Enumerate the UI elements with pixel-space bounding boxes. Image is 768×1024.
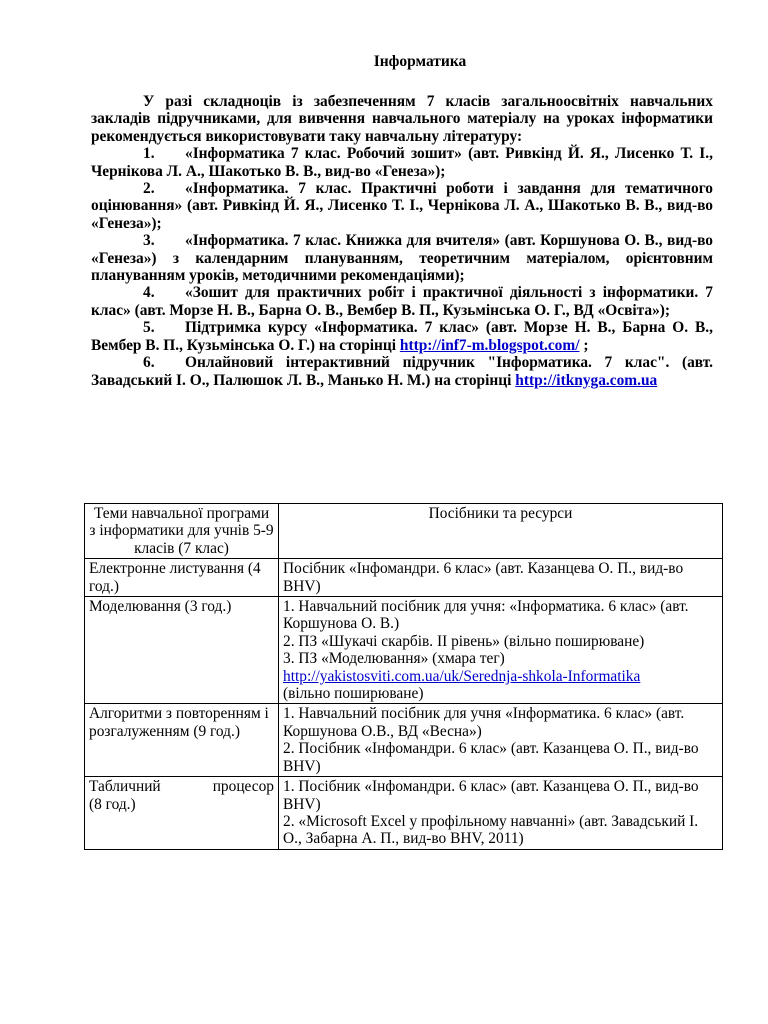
resources-cell bbox=[279, 704, 723, 777]
resource-item: 3. ПЗ «Моделювання» (хмара тег) bbox=[283, 650, 505, 668]
modeling-link[interactable]: http://yakistosviti.com.ua/uk/Serednja-shkola-Informatika bbox=[283, 667, 641, 685]
topic-cell-line bbox=[89, 778, 274, 795]
table-row bbox=[85, 777, 723, 850]
header-topics: Теми навчальної програми з інформатики для учнів 5-9 класів (7 клас) bbox=[85, 504, 279, 559]
resources-cell bbox=[279, 777, 723, 850]
list-item-text: Онлайновий інтерактивний підручник "Інформатика. 7 клас". (авт. Завадський І. О., Палюшок Л. В., Манько Н. М.) на сторінці bbox=[91, 354, 713, 389]
topic-cell bbox=[85, 777, 279, 850]
blog-link[interactable]: http://inf7-m.blogspot.com/ bbox=[399, 336, 580, 354]
list-item-text: «Зошит для практичних робіт і практичної діяльності з інформатики. 7 клас» (авт. Морзе Н. В., Барна О. В., Вембер В. П., Кузьмінська О. Г., ВД «Освіта»); bbox=[91, 284, 713, 319]
header-resources: Посібники та ресурси bbox=[279, 504, 723, 559]
topic-hours: (8 год.) bbox=[89, 795, 136, 813]
list-item bbox=[91, 232, 713, 284]
list-item-text: «Інформатика 7 клас. Робочий зошит» (авт. Ривкінд Й. Я., Лисенко Т. І., Чернікова Л. А., Шакотько В. В., вид-во «Генеза»); bbox=[91, 145, 713, 180]
list-item-number: 3. bbox=[143, 232, 155, 250]
table-row bbox=[85, 704, 723, 777]
list-item-suffix: ; bbox=[579, 336, 589, 354]
resources-cell bbox=[279, 559, 723, 597]
list-item bbox=[91, 180, 713, 232]
list-item-text: Підтримка курсу «Інформатика. 7 клас» (авт. Морзе Н. В., Барна О. В., Вембер В. П., Кузьмінська О. Г.) на сторінці bbox=[91, 319, 713, 354]
table-row bbox=[85, 597, 723, 704]
list-item-number: 2. bbox=[143, 180, 155, 198]
list-item-number: 5. bbox=[143, 319, 155, 337]
resource-item: 1. Посібник «Інфомандри. 6 клас» (авт. Казанцева О. П., вид-во BHV) bbox=[283, 778, 699, 813]
resource-item: 2. ПЗ «Шукачі скарбів. ІІ рівень» (вільно поширюване) bbox=[283, 632, 645, 650]
topic-word: процесор bbox=[212, 778, 274, 796]
topic-word: Табличний bbox=[89, 778, 161, 796]
resources-table bbox=[84, 503, 723, 850]
list-item-number: 1. bbox=[143, 145, 155, 163]
table-row bbox=[85, 559, 723, 597]
textbook-link[interactable]: http://itknyga.com.ua bbox=[515, 371, 658, 389]
intro-paragraph: У разі складноців із забезпеченням 7 класів загальноосвітніх навчальних закладів підручниками, для вивчення навчального матеріалу на уроках інформатики рекомендується використовувати таку навчальну літературу: bbox=[91, 93, 713, 145]
resource-item: Посібник «Інфомандри. 6 клас» (авт. Казанцева О. П., вид-во BHV) bbox=[283, 560, 684, 595]
list-item bbox=[91, 145, 713, 180]
resource-item: 2. Посібник «Інфомандри. 6 клас» (авт. Казанцева О. П., вид-во BHV) bbox=[283, 740, 699, 775]
list-item bbox=[91, 354, 713, 389]
list-item-text: «Інформатика. 7 клас. Книжка для вчителя» (авт. Коршунова О. В., вид-во «Генеза») з календарним плануванням, теоретичним матеріалом, орієнтовним плануванням уроків, методичними рекомендаціями); bbox=[91, 232, 713, 285]
list-item-number: 6. bbox=[143, 354, 155, 372]
topic-cell: Алгоритми з повторенням і розгалуженням (9 год.) bbox=[85, 704, 279, 777]
resources-cell bbox=[279, 597, 723, 704]
resource-item: 1. Навчальний посібник для учня «Інформатика. 6 клас» (авт. Коршунова О.В., ВД «Весна») bbox=[283, 705, 685, 740]
list-item bbox=[91, 319, 713, 354]
list-item bbox=[91, 284, 713, 319]
page-title: Інформатика bbox=[373, 53, 467, 70]
list-item-text: «Інформатика. 7 клас. Практичні роботи і завдання для тематичного оцінювання» (авт. Ривкінд Й. Я., Лисенко Т. І., Чернікова Л. А., Шакотько В. В., вид-во «Генеза»); bbox=[91, 180, 713, 232]
resource-item: (вільно поширюване) bbox=[283, 685, 424, 703]
topic-cell: Моделювання (3 год.) bbox=[85, 597, 279, 704]
resource-item: 2. «Microsoft Excel у профільному навчанні» (авт. Завадський І. О., Забарна А. П., вид-во BHV, 2011) bbox=[283, 812, 699, 848]
document-body bbox=[91, 93, 713, 389]
resource-item: 1. Навчальний посібник для учня: «Інформатика. 6 клас» (авт. Коршунова О. В.) bbox=[283, 598, 689, 633]
table-header-row bbox=[85, 504, 723, 559]
topic-cell: Електронне листування (4 год.) bbox=[85, 559, 279, 597]
list-item-number: 4. bbox=[143, 284, 155, 302]
